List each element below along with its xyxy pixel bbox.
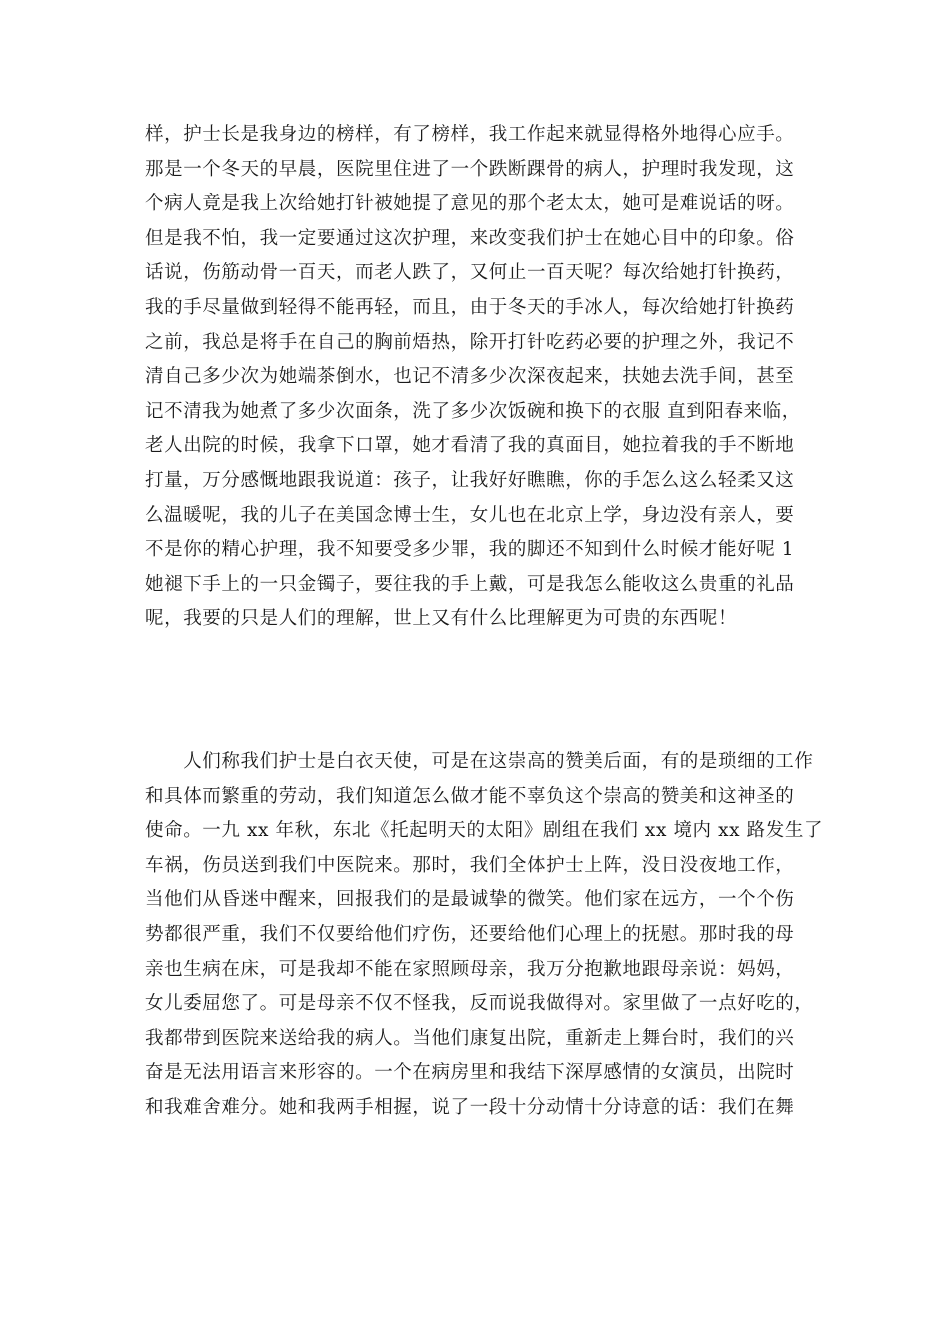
text-line: 她褪下手上的一只金镯子，要往我的手上戴，可是我怎么能收这么贵重的礼品 [145,573,795,595]
text-line: 当他们从昏迷中醒来，回报我们的是最诚挚的微笑。他们家在远方，一个个伤 [145,889,795,911]
text-line: 女儿委屈您了。可是母亲不仅不怪我，反而说我做得对。家里做了一点好吃的， [145,993,814,1015]
text-line: 但是我不怕，我一定要通过这次护理，来改变我们护士在她心目中的印象。俗 [145,227,795,249]
paragraph-1 [145,118,815,637]
text-line: 老人出院的时候，我拿下口罩，她才看清了我的真面目，她拉着我的手不断地 [145,435,795,457]
text-line: 个病人竟是我上次给她打针被她提了意见的那个老太太，她可是难说话的呀。 [145,193,795,215]
text-line: 亲也生病在床，可是我却不能在家照顾母亲，我万分抱歉地跟母亲说：妈妈， [145,958,795,980]
text-line: 话说，伤筋动骨一百天，而老人跌了，又何止一百天呢？每次给她打针换药， [145,262,795,284]
text-line: 清自己多少次为她端茶倒水，也记不清多少次深夜起来，扶她去洗手间，甚至 [145,366,795,388]
text-line: 我的手尽量做到轻得不能再轻，而且，由于冬天的手冰人，每次给她打针换药 [145,296,795,318]
text-line: 人们称我们护士是白衣天使，可是在这崇高的赞美后面，有的是琐细的工作 [145,751,814,772]
text-line: 和具体而繁重的劳动，我们知道怎么做才能不辜负这个崇高的赞美和这神圣的 [145,785,795,807]
paragraph-2 [145,745,824,1126]
text-line: 之前，我总是将手在自己的胸前焐热，除开打针吃药必要的护理之外，我记不 [145,331,795,353]
text-line: 我都带到医院来送给我的病人。当他们康复出院，重新走上舞台时，我们的兴 [145,1027,795,1049]
text-line: 那是一个冬天的早晨，医院里住进了一个跌断踝骨的病人，护理时我发现，这 [145,158,795,180]
text-line: 和我难舍难分。她和我两手相握，说了一段十分动情十分诗意的话：我们在舞 [145,1096,795,1118]
text-line: 记不清我为她煮了多少次面条，洗了多少次饭碗和换下的衣服 直到阳春来临， [145,400,801,422]
text-line: 奋是无法用语言来形容的。一个在病房里和我结下深厚感情的女演员，出院时 [145,1062,795,1084]
text-line: 不是你的精心护理，我不知要受多少罪，我的脚还不知到什么时候才能好呢 1 [145,539,795,561]
text-line: 么温暖呢，我的儿子在美国念博士生，女儿也在北京上学，身边没有亲人，要 [145,504,795,526]
text-line: 势都很严重，我们不仅要给他们疗伤，还要给他们心理上的抚慰。那时我的母 [145,923,795,945]
text-line: 使命。一九 xx 年秋，东北《托起明天的太阳》剧组在我们 xx 境内 xx 路发生了 [145,820,824,842]
text-line: 打量，万分感慨地跟我说道：孩子，让我好好瞧瞧，你的手怎么这么轻柔又这 [145,469,795,491]
text-line: 车祸，伤员送到我们中医院来。那时，我们全体护士上阵，没日没夜地工作， [145,854,795,876]
text-line: 样，护士长是我身边的榜样，有了榜样，我工作起来就显得格外地得心应手。 [145,124,795,145]
text-line: 呢，我要的只是人们的理解，世上又有什么比理解更为可贵的东西呢！ [145,608,738,630]
